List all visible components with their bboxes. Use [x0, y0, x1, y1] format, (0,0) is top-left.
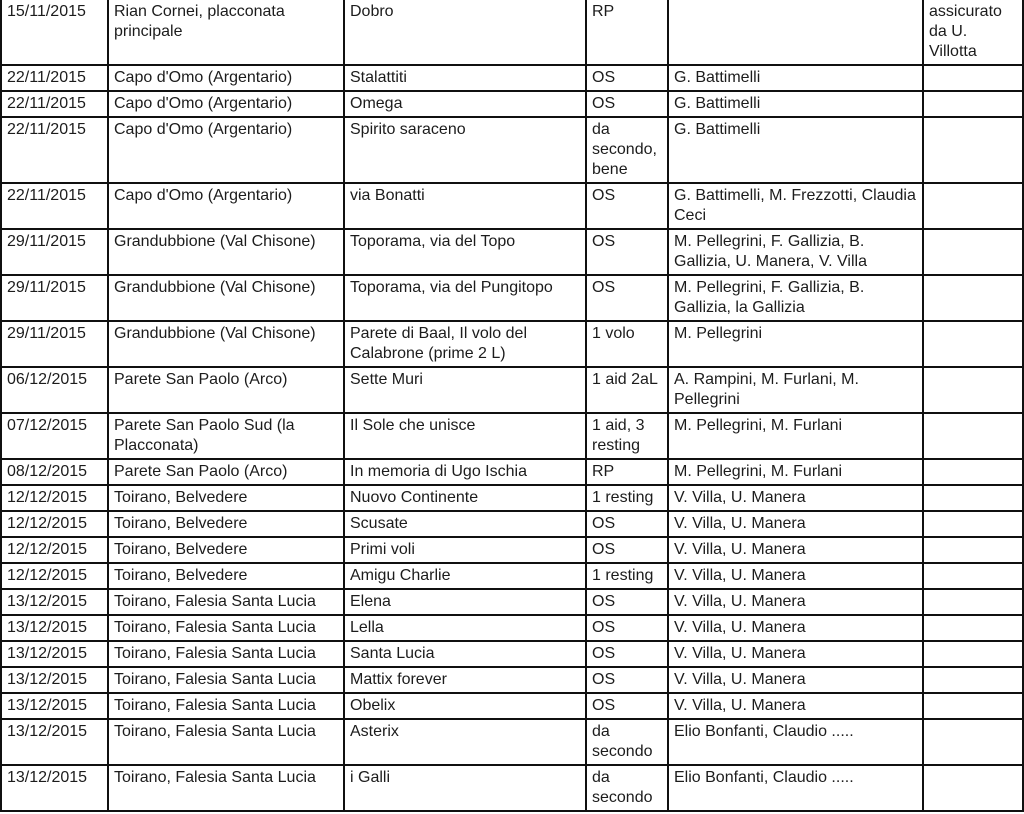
cell-style-text: OS — [592, 645, 616, 662]
cell-notes — [923, 229, 1023, 275]
cell-notes — [923, 765, 1023, 811]
cell-date: 22/11/2015 — [1, 65, 108, 91]
cell-date: 12/12/2015 — [1, 563, 108, 589]
cell-date: 12/12/2015 — [1, 511, 108, 537]
cell-date: 29/11/2015 — [1, 275, 108, 321]
cell-climbers: V. Villa, U. Manera — [668, 537, 923, 563]
cell-route: In memoria di Ugo Ischia — [344, 459, 586, 485]
cell-style — [586, 563, 668, 589]
cell-route: Primi voli — [344, 537, 586, 563]
cell-location: Toirano, Belvedere — [108, 537, 344, 563]
cell-style-text: OS — [592, 233, 616, 250]
table-row — [1, 615, 1023, 641]
cell-location: Toirano, Falesia Santa Lucia — [108, 667, 344, 693]
cell-route: Scusate — [344, 511, 586, 537]
cell-location: Toirano, Belvedere — [108, 511, 344, 537]
cell-route: Elena — [344, 589, 586, 615]
cell-notes — [923, 321, 1023, 367]
cell-climbers: M. Pellegrini, F. Gallizia, B. Gallizia, U. Manera, V. Villa — [668, 229, 923, 275]
cell-style — [586, 667, 668, 693]
cell-notes — [923, 183, 1023, 229]
cell-notes — [923, 0, 1023, 65]
cell-date: 15/11/2015 — [1, 0, 108, 65]
cell-route: Parete di Baal, Il volo del Calabrone (prime 2 L) — [344, 321, 586, 367]
cell-style — [586, 183, 668, 229]
cell-location: Rian Cornei, placconata principale — [108, 0, 344, 65]
table-row — [1, 321, 1023, 367]
cell-location: Parete San Paolo (Arco) — [108, 367, 344, 413]
cell-notes — [923, 589, 1023, 615]
cell-climbers: V. Villa, U. Manera — [668, 641, 923, 667]
cell-style-text: 1 volo — [592, 325, 635, 342]
table-row — [1, 693, 1023, 719]
cell-route: Nuovo Continente — [344, 485, 586, 511]
table-row — [1, 641, 1023, 667]
cell-route: i Galli — [344, 765, 586, 811]
cell-route: Lella — [344, 615, 586, 641]
cell-climbers: G. Battimelli — [668, 65, 923, 91]
cell-style-text: OS — [592, 69, 616, 86]
cell-climbers: V. Villa, U. Manera — [668, 485, 923, 511]
cell-climbers: A. Rampini, M. Furlani, M. Pellegrini — [668, 367, 923, 413]
cell-route: Stalattiti — [344, 65, 586, 91]
table-row — [1, 229, 1023, 275]
cell-style-text: da secondo, bene — [592, 121, 657, 178]
cell-route: Amigu Charlie — [344, 563, 586, 589]
cell-location: Parete San Paolo Sud (la Placconata) — [108, 413, 344, 459]
cell-style-text: RP — [592, 463, 615, 480]
cell-style — [586, 229, 668, 275]
cell-style — [586, 117, 668, 183]
cell-style-text: OS — [592, 593, 616, 610]
cell-style — [586, 91, 668, 117]
cell-style-text: OS — [592, 619, 616, 636]
cell-date: 22/11/2015 — [1, 91, 108, 117]
cell-style — [586, 589, 668, 615]
table-row — [1, 719, 1023, 765]
cell-location: Capo d'Omo (Argentario) — [108, 91, 344, 117]
cell-notes — [923, 719, 1023, 765]
cell-style-text: OS — [592, 187, 616, 204]
cell-notes — [923, 65, 1023, 91]
cell-date: 12/12/2015 — [1, 537, 108, 563]
cell-notes — [923, 459, 1023, 485]
cell-style — [586, 321, 668, 367]
cell-style — [586, 765, 668, 811]
cell-style-text: OS — [592, 541, 616, 558]
cell-location: Toirano, Falesia Santa Lucia — [108, 719, 344, 765]
cell-date: 08/12/2015 — [1, 459, 108, 485]
cell-location: Grandubbione (Val Chisone) — [108, 275, 344, 321]
cell-route: Santa Lucia — [344, 641, 586, 667]
cell-climbers: G. Battimelli — [668, 91, 923, 117]
cell-route: Toporama, via del Topo — [344, 229, 586, 275]
cell-date: 22/11/2015 — [1, 183, 108, 229]
cell-notes — [923, 615, 1023, 641]
cell-date: 13/12/2015 — [1, 667, 108, 693]
cell-style-text: OS — [592, 95, 616, 112]
cell-climbers: M. Pellegrini, M. Furlani — [668, 459, 923, 485]
cell-climbers: M. Pellegrini, M. Furlani — [668, 413, 923, 459]
cell-style — [586, 0, 668, 65]
cell-climbers: G. Battimelli — [668, 117, 923, 183]
cell-location: Toirano, Falesia Santa Lucia — [108, 641, 344, 667]
cell-notes — [923, 641, 1023, 667]
cell-location: Grandubbione (Val Chisone) — [108, 321, 344, 367]
cell-notes — [923, 413, 1023, 459]
cell-notes — [923, 367, 1023, 413]
cell-location: Toirano, Falesia Santa Lucia — [108, 693, 344, 719]
cell-climbers: G. Battimelli, M. Frezzotti, Claudia Ceci — [668, 183, 923, 229]
table-row — [1, 117, 1023, 183]
cell-location: Capo d'Omo (Argentario) — [108, 65, 344, 91]
cell-route: Spirito saraceno — [344, 117, 586, 183]
cell-notes — [923, 485, 1023, 511]
cell-style-text: RP — [592, 3, 615, 20]
cell-location: Toirano, Falesia Santa Lucia — [108, 615, 344, 641]
cell-date: 13/12/2015 — [1, 765, 108, 811]
cell-location: Toirano, Belvedere — [108, 485, 344, 511]
cell-climbers: M. Pellegrini — [668, 321, 923, 367]
table-body — [1, 0, 1023, 811]
cell-date: 12/12/2015 — [1, 485, 108, 511]
cell-notes-text: assicurato da U. Villotta — [929, 3, 1002, 60]
cell-style-text: 1 resting — [592, 567, 654, 584]
cell-climbers: M. Pellegrini, F. Gallizia, B. Gallizia, la Gallizia — [668, 275, 923, 321]
cell-date: 22/11/2015 — [1, 117, 108, 183]
cell-route: Obelix — [344, 693, 586, 719]
cell-style — [586, 275, 668, 321]
cell-style-text: OS — [592, 671, 616, 688]
table-row — [1, 485, 1023, 511]
cell-climbers: V. Villa, U. Manera — [668, 589, 923, 615]
cell-style — [586, 511, 668, 537]
cell-style-text: 1 resting — [592, 489, 654, 506]
cell-climbers: Elio Bonfanti, Claudio ..... — [668, 719, 923, 765]
cell-notes — [923, 693, 1023, 719]
cell-route: Il Sole che unisce — [344, 413, 586, 459]
cell-location: Toirano, Falesia Santa Lucia — [108, 589, 344, 615]
cell-style-text: OS — [592, 515, 616, 532]
table-row — [1, 91, 1023, 117]
table-row — [1, 511, 1023, 537]
cell-style-text: da secondo — [592, 769, 653, 806]
cell-style — [586, 615, 668, 641]
cell-date: 29/11/2015 — [1, 321, 108, 367]
table-row — [1, 589, 1023, 615]
cell-location: Capo d'Omo (Argentario) — [108, 183, 344, 229]
table-row — [1, 65, 1023, 91]
cell-style — [586, 693, 668, 719]
cell-notes — [923, 91, 1023, 117]
cell-style — [586, 537, 668, 563]
cell-style — [586, 367, 668, 413]
cell-route: Dobro — [344, 0, 586, 65]
cell-style — [586, 459, 668, 485]
cell-climbers: V. Villa, U. Manera — [668, 615, 923, 641]
cell-style-text: 1 aid, 3 resting — [592, 417, 645, 454]
table-row — [1, 413, 1023, 459]
cell-notes — [923, 511, 1023, 537]
cell-route: via Bonatti — [344, 183, 586, 229]
cell-climbers: V. Villa, U. Manera — [668, 693, 923, 719]
table-row — [1, 275, 1023, 321]
cell-location: Toirano, Falesia Santa Lucia — [108, 765, 344, 811]
cell-location: Capo d'Omo (Argentario) — [108, 117, 344, 183]
cell-notes — [923, 563, 1023, 589]
cell-climbers: V. Villa, U. Manera — [668, 511, 923, 537]
cell-location: Grandubbione (Val Chisone) — [108, 229, 344, 275]
cell-date: 13/12/2015 — [1, 719, 108, 765]
table-row — [1, 765, 1023, 811]
table-row — [1, 0, 1023, 65]
cell-route: Omega — [344, 91, 586, 117]
cell-route: Asterix — [344, 719, 586, 765]
cell-style — [586, 65, 668, 91]
cell-route: Sette Muri — [344, 367, 586, 413]
cell-date: 13/12/2015 — [1, 641, 108, 667]
cell-style-text: OS — [592, 697, 616, 714]
cell-style-text: OS — [592, 279, 616, 296]
cell-climbers — [668, 0, 923, 65]
cell-route: Mattix forever — [344, 667, 586, 693]
table-row — [1, 183, 1023, 229]
cell-style — [586, 719, 668, 765]
cell-style-text: 1 aid 2aL — [592, 371, 658, 388]
cell-date: 13/12/2015 — [1, 693, 108, 719]
cell-style — [586, 413, 668, 459]
cell-location: Parete San Paolo (Arco) — [108, 459, 344, 485]
cell-style — [586, 485, 668, 511]
cell-style-text: da secondo — [592, 723, 653, 760]
table-row — [1, 667, 1023, 693]
cell-date: 29/11/2015 — [1, 229, 108, 275]
cell-route: Toporama, via del Pungitopo — [344, 275, 586, 321]
cell-notes — [923, 537, 1023, 563]
table-row — [1, 563, 1023, 589]
cell-notes — [923, 667, 1023, 693]
cell-location: Toirano, Belvedere — [108, 563, 344, 589]
cell-style — [586, 641, 668, 667]
cell-notes — [923, 117, 1023, 183]
table-row — [1, 459, 1023, 485]
table-row — [1, 367, 1023, 413]
cell-date: 13/12/2015 — [1, 589, 108, 615]
cell-date: 07/12/2015 — [1, 413, 108, 459]
cell-climbers: Elio Bonfanti, Claudio ..... — [668, 765, 923, 811]
cell-climbers: V. Villa, U. Manera — [668, 563, 923, 589]
cell-climbers: V. Villa, U. Manera — [668, 667, 923, 693]
table-row — [1, 537, 1023, 563]
cell-date: 13/12/2015 — [1, 615, 108, 641]
cell-date: 06/12/2015 — [1, 367, 108, 413]
cell-notes — [923, 275, 1023, 321]
